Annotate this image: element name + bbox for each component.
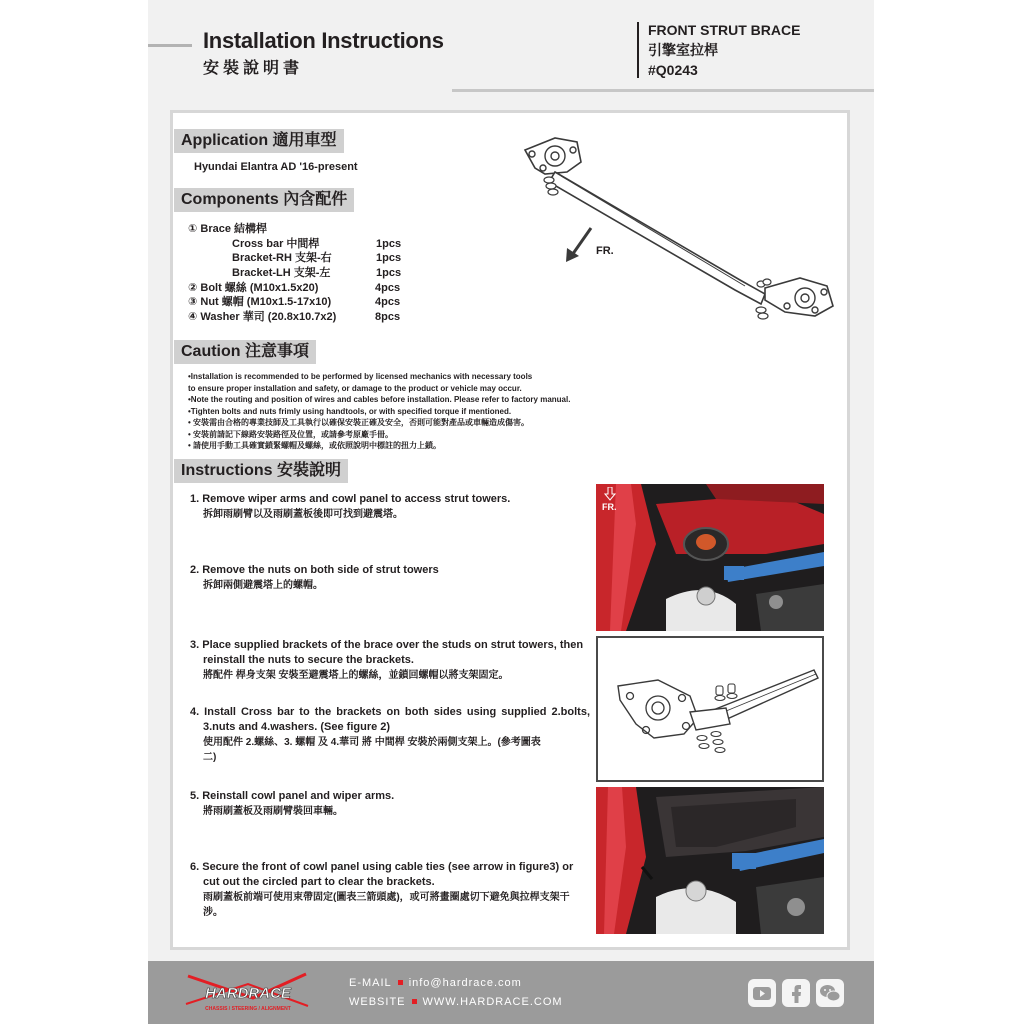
figure-3-photo — [596, 787, 824, 934]
component-item: Cross bar 中間桿 — [232, 238, 320, 250]
component-item: Bracket-RH 支架-右 — [232, 252, 332, 264]
product-info — [648, 20, 800, 80]
application-heading: Application 適用車型 — [174, 129, 344, 153]
step-text-en: 2. Remove the nuts on both side of strut towers — [190, 564, 439, 576]
components-heading: Components 內含配件 — [174, 188, 354, 212]
step-text-zh: 將配件 桿身支架 安裝至避震塔上的螺絲，並鎖回螺帽以將支架固定。 — [203, 670, 509, 681]
bullet-square — [398, 980, 403, 985]
figure-1-image — [596, 484, 824, 631]
website-label: WEBSITE — [349, 996, 406, 1008]
header-rule — [452, 89, 874, 92]
logo-brand-text: HARDRACE — [205, 985, 291, 1002]
logo-tagline: CHASSIS / STEERING / ALIGNMENT — [205, 1006, 291, 1012]
header-divider — [637, 22, 639, 78]
application-vehicle: Hyundai Elantra AD '16-present — [194, 161, 358, 173]
component-qty: 1pcs — [376, 267, 402, 279]
arrow-down-icon — [604, 487, 616, 501]
step-text-zh: 將雨刷蓋板及雨刷臂裝回車輛。 — [203, 806, 343, 817]
instruction-step — [190, 860, 590, 920]
component-item: ④ Washer 華司 (20.8x10.7x2) — [188, 311, 337, 323]
step-text-zh: 拆卸雨刷臂以及雨刷蓋板後即可找到避震塔。 — [203, 509, 403, 520]
caution-line: to ensure proper installation and safety, or damage to the product or vehicle may occur. — [188, 383, 522, 393]
part-number: #Q0243 — [648, 62, 698, 78]
hardrace-logo-mark — [178, 968, 318, 1013]
instruction-step — [190, 563, 590, 593]
caution-line: • 安裝前請記下線路安裝路徑及位置，或請參考原廠手冊。 — [188, 429, 394, 439]
component-item: ② Bolt 螺絲 (M10x1.5x20) — [188, 282, 319, 294]
component-qty: 4pcs — [375, 282, 401, 294]
email-link[interactable]: info@hardrace.com — [408, 977, 522, 989]
instruction-step — [190, 705, 590, 765]
caution-line: • 請使用手動工具確實鎖緊螺帽及螺絲，或依照說明中標註的扭力上鎖。 — [188, 441, 442, 450]
figure-2-image — [598, 638, 822, 780]
step-text-en: 5. Reinstall cowl panel and wiper arms. — [190, 790, 395, 802]
step-text-en: 6. Secure the front of cowl panel using cable ties (see arrow in figure3) or cut out the circled part to clear the brackets. — [190, 861, 574, 888]
component-item: ① Brace 結構桿 — [188, 223, 268, 235]
product-name-zh: 引擎室拉桿 — [648, 42, 718, 58]
caution-heading: Caution 注意事項 — [174, 340, 316, 364]
bullet-square — [412, 999, 417, 1004]
step-text-en: 4. Install Cross bar to the brackets on both sides using supplied 2.bolts, 3.nuts and 4.washers. (See figure 2) — [190, 706, 590, 733]
caution-line: •Tighten bolts and nuts frimly using handtools, or with specified torque if mentioned. — [188, 406, 512, 416]
page-title: Installation Instructions — [203, 28, 444, 53]
strut-brace-diagram — [515, 128, 845, 328]
component-qty: 1pcs — [376, 252, 402, 264]
step-text-en: 3. Place supplied brackets of the brace over the studs on strut towers, then reinstall the nuts to secure the brackets. — [190, 639, 584, 666]
website-link[interactable]: WWW.HARDRACE.COM — [422, 996, 563, 1008]
component-item: ③ Nut 螺帽 (M10x1.5-17x10) — [188, 296, 332, 308]
step-text-en: 1. Remove wiper arms and cowl panel to access strut towers. — [190, 493, 511, 505]
instruction-step — [190, 638, 590, 683]
hardrace-logo — [178, 968, 318, 1013]
step-text-zh: 拆卸兩側避震塔上的螺帽。 — [203, 580, 323, 591]
component-qty: 1pcs — [376, 238, 402, 250]
email-row — [349, 977, 522, 989]
page-subtitle: 安裝說明書 — [203, 58, 304, 77]
instruction-step — [190, 789, 590, 819]
header-accent-line — [148, 44, 192, 47]
figure-2-drawing — [596, 636, 824, 782]
website-row — [349, 996, 563, 1008]
caution-text — [188, 371, 570, 452]
facebook-icon[interactable] — [782, 979, 810, 1007]
youtube-icon[interactable] — [748, 979, 776, 1007]
email-label: E-MAIL — [349, 977, 392, 989]
step-text-zh: 使用配件 2.螺絲、3. 螺帽 及 4.華司 將 中間桿 安裝於兩側支架上。(參考圖表二) — [203, 737, 541, 763]
component-qty: 4pcs — [375, 296, 401, 308]
instructions-heading: Instructions 安裝說明 — [174, 459, 348, 483]
figure-1-direction-label: FR. — [602, 502, 617, 512]
component-item: Bracket-LH 支架-左 — [232, 267, 331, 279]
step-text-zh: 雨刷蓋板前端可使用束帶固定(圖表三箭頭處)，或可將畫圈處切下避免與拉桿支架干涉。 — [203, 892, 570, 918]
direction-label: FR. — [596, 245, 614, 257]
product-name: FRONT STRUT BRACE — [648, 22, 801, 38]
caution-line: •Installation is recommended to be performed by licensed mechanics with necessary tools — [188, 372, 533, 381]
wechat-icon[interactable] — [816, 979, 844, 1007]
caution-line: • 安裝需由合格的專業技師及工具執行以確保安裝正確及安全，否則可能對產品或車輛造成傷害。 — [188, 418, 530, 427]
figure-1-photo — [596, 484, 824, 631]
caution-line: •Note the routing and position of wires and cables before installation. Please refer to factory manual. — [188, 395, 571, 404]
instruction-step — [190, 492, 590, 522]
component-qty: 8pcs — [375, 311, 401, 323]
figure-3-image — [596, 787, 824, 934]
